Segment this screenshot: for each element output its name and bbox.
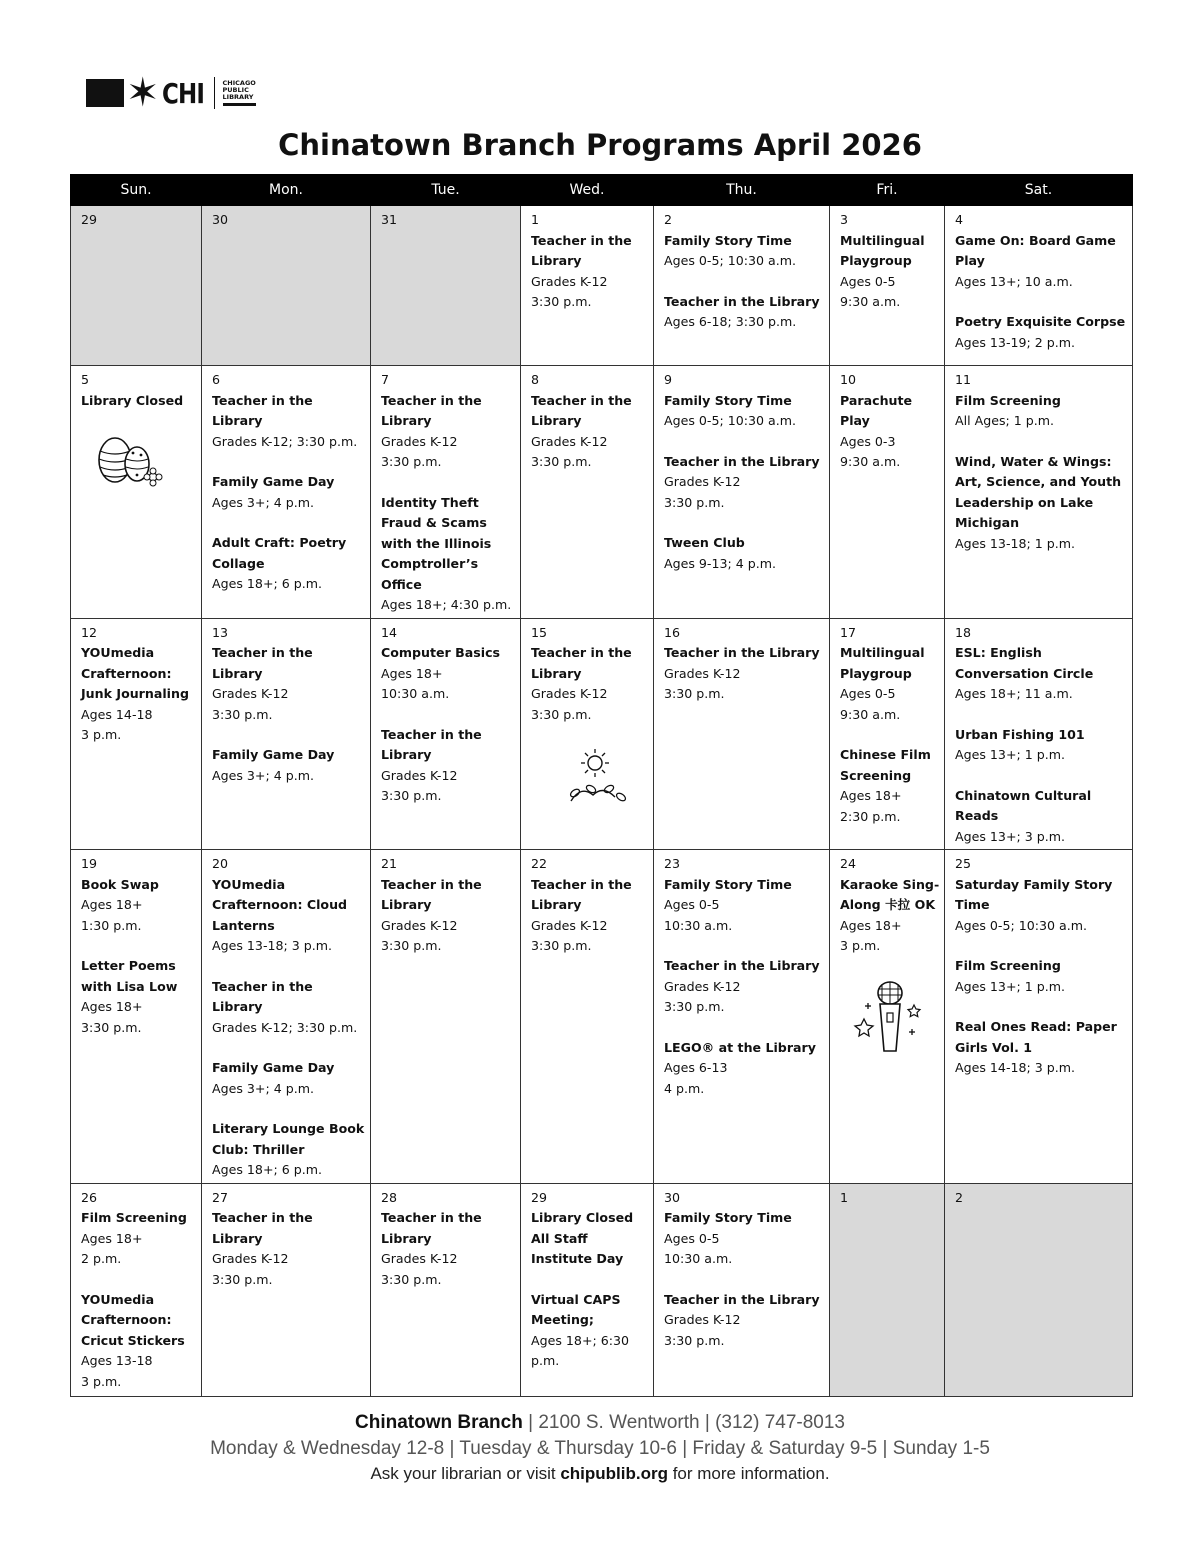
event-item: [664, 1290, 825, 1352]
event-name: Film Screening: [955, 392, 1061, 408]
footer-address-phone: | 2100 S. Wentworth | (312) 747-8013: [522, 1412, 845, 1433]
day-number: 2: [664, 212, 673, 227]
day-number: 10: [840, 372, 857, 387]
event-detail: Ages 3+; 4 p.m.: [212, 1080, 315, 1096]
event-detail: 3:30 p.m.: [381, 1271, 442, 1287]
event-item: [81, 391, 197, 412]
event-item: [531, 643, 649, 725]
day-number: 6: [212, 372, 221, 387]
event-item: [531, 231, 649, 313]
event-name: Teacher in the Library: [531, 232, 632, 268]
event-name: YOUmedia Crafternoon: Junk Journaling: [81, 645, 189, 701]
event-detail: Grades K-12: [381, 433, 458, 449]
event-detail: 3:30 p.m.: [664, 999, 725, 1014]
day-number: 1: [840, 1189, 849, 1205]
day-number: 7: [381, 372, 390, 387]
event-name: Teacher in the Library: [664, 645, 820, 660]
event-detail: Grades K-12: [531, 273, 608, 289]
event-name: Multilingual Playgroup: [840, 232, 925, 268]
event-detail: Ages 3+; 4 p.m.: [212, 494, 315, 510]
day-cell-fri: [830, 366, 945, 619]
event-detail: 10:30 a.m.: [664, 1251, 733, 1266]
day-number: 31: [381, 212, 398, 227]
event-detail: Ages 0-5: [840, 273, 896, 289]
event-detail: Ages 18+: [81, 897, 143, 912]
event-name: Identity Theft Fraud & Scams with the Illinois Comptroller’s Office: [381, 494, 492, 592]
day-number: 23: [664, 856, 681, 871]
event-name: YOUmedia Crafternoon: Cloud Lanterns: [212, 876, 348, 933]
event-item: [955, 452, 1128, 555]
event-name: LEGO® at the Library: [664, 1039, 816, 1055]
footer-hours: Monday & Wednesday 12-8 | Tuesday & Thursday 10-6 | Friday & Saturday 9-5 | Sunday 1-5: [210, 1438, 990, 1459]
day-number: 11: [955, 372, 972, 387]
day-cell-mon: [202, 206, 371, 366]
event-item: [381, 875, 516, 957]
day-number: 5: [81, 372, 90, 387]
event-item: [664, 1208, 825, 1270]
event-name: Family Game Day: [212, 474, 335, 489]
event-item: [381, 1208, 516, 1290]
event-detail: Ages 13-19; 2 p.m.: [955, 334, 1076, 350]
event-item: [531, 1208, 649, 1270]
event-name: Teacher in the Library: [212, 1210, 313, 1246]
microphone-icon: [840, 977, 940, 1064]
day-number: 21: [381, 856, 398, 871]
event-name: Game On: Board Game Play: [955, 232, 1116, 268]
event-name: Teacher in the Library: [381, 392, 482, 428]
event-detail: 3:30 p.m.: [664, 686, 725, 701]
event-detail: 3:30 p.m.: [212, 706, 273, 722]
event-item: [955, 725, 1128, 766]
event-item: [664, 533, 825, 574]
event-item: [955, 1017, 1128, 1079]
weekday-sun: Sun.: [71, 175, 202, 206]
day-number: 16: [664, 624, 681, 640]
event-name: Teacher in the Library: [664, 1291, 820, 1307]
event-item: [531, 391, 649, 473]
event-item: [955, 312, 1128, 353]
event-detail: 3 p.m.: [81, 727, 122, 742]
event-name: Family Story Time: [664, 392, 792, 408]
event-item: [955, 875, 1128, 937]
event-detail: Ages 6-13: [664, 1060, 728, 1075]
event-detail: Grades K-12: [212, 1251, 289, 1266]
event-name: ESL: English Conversation Circle: [955, 645, 1094, 681]
event-item: [840, 875, 940, 957]
day-number: 19: [81, 856, 98, 871]
event-detail: 3:30 p.m.: [531, 454, 592, 469]
event-item: [664, 643, 825, 705]
event-item: [955, 956, 1128, 997]
event-detail: 3:30 p.m.: [531, 938, 592, 953]
event-item: [81, 1208, 197, 1270]
event-name: Teacher in the Library: [664, 453, 820, 469]
event-name: Teacher in the Library: [664, 958, 820, 973]
event-detail: Ages 9-13; 4 p.m.: [664, 555, 777, 571]
event-name: Poetry Exquisite Corpse: [955, 314, 1126, 329]
event-detail: Ages 18+; 6:30 p.m.: [531, 1332, 630, 1368]
event-detail: 10:30 a.m.: [664, 917, 733, 933]
day-cell-sun: [71, 618, 202, 850]
day-number: 4: [955, 212, 964, 227]
event-detail: Grades K-12: [664, 1312, 741, 1327]
event-detail: 2 p.m.: [81, 1251, 122, 1266]
event-detail: Ages 6-18; 3:30 p.m.: [664, 314, 797, 329]
event-item: [840, 391, 940, 473]
footer-branch-line: [0, 1410, 1200, 1436]
event-detail: Ages 13+; 1 p.m.: [955, 978, 1066, 994]
event-item: [955, 391, 1128, 432]
logo-bar: [86, 79, 124, 107]
day-cell-tue: [371, 206, 521, 366]
event-name: Teacher in the Library: [212, 978, 313, 1014]
day-cell-tue: [371, 618, 521, 850]
event-detail: Grades K-12: [381, 767, 458, 783]
day-cell-thu: [654, 618, 830, 850]
day-cell-thu: [654, 850, 830, 1184]
event-detail: 3:30 p.m.: [381, 938, 442, 953]
event-name: Teacher in the Library: [664, 293, 820, 309]
event-item: [381, 725, 516, 807]
event-name: Saturday Family Story Time: [955, 876, 1113, 912]
event-item: [212, 977, 366, 1039]
event-item: [955, 231, 1128, 293]
day-number: 18: [955, 624, 972, 640]
event-detail: Ages 0-5: [664, 897, 720, 912]
day-cell-mon: [202, 1183, 371, 1396]
footer-info-line: Ask your librarian or visit chipublib.org for more information.: [370, 1464, 830, 1483]
day-cell-fri: [830, 1183, 945, 1396]
event-name: Library Closed All Staff Institute Day: [531, 1210, 634, 1266]
event-detail: Grades K-12; 3:30 p.m.: [212, 433, 358, 449]
event-detail: Ages 18+; 4:30 p.m.: [381, 597, 512, 612]
event-detail: All Ages; 1 p.m.: [955, 413, 1055, 428]
day-cell-sat: [945, 1183, 1133, 1396]
event-detail: Ages 18+: [81, 1230, 143, 1246]
calendar-grid: [70, 174, 1133, 1397]
event-item: [212, 1119, 366, 1181]
event-name: Virtual CAPS Meeting;: [531, 1291, 621, 1327]
week-row: [71, 366, 1133, 619]
day-cell-fri: [830, 850, 945, 1184]
event-item: [381, 643, 516, 705]
event-detail: Ages 13+; 1 p.m.: [955, 747, 1066, 762]
event-name: Family Story Time: [664, 232, 792, 248]
weekday-tue: Tue.: [371, 175, 521, 206]
event-item: [840, 643, 940, 725]
event-name: Multilingual Playgroup: [840, 645, 925, 681]
day-cell-tue: [371, 850, 521, 1184]
event-detail: Ages 14-18; 3 p.m.: [955, 1060, 1076, 1075]
event-item: [955, 786, 1128, 848]
day-number: 26: [81, 1189, 98, 1205]
event-detail: Grades K-12: [664, 474, 741, 489]
event-name: Wind, Water & Wings: Art, Science, and Youth Leadership on Lake Michigan: [955, 453, 1122, 530]
day-number: 29: [531, 1189, 548, 1205]
event-detail: 9:30 a.m.: [840, 454, 901, 469]
event-detail: Ages 13-18; 1 p.m.: [955, 535, 1076, 551]
day-cell-tue: [371, 366, 521, 619]
logo-divider: [214, 77, 215, 109]
event-item: [664, 231, 825, 272]
week-row: [71, 618, 1133, 850]
event-detail: 3:30 p.m.: [664, 1332, 725, 1348]
footer: [0, 1410, 1200, 1486]
event-name: Tween Club: [664, 535, 745, 550]
day-cell-sun: [71, 206, 202, 366]
event-detail: Ages 0-5; 10:30 a.m.: [664, 413, 797, 428]
event-item: [381, 493, 516, 616]
event-detail: Ages 3+; 4 p.m.: [212, 767, 315, 783]
event-detail: Grades K-12; 3:30 p.m.: [212, 1019, 358, 1035]
event-item: [531, 875, 649, 957]
event-item: [664, 875, 825, 937]
event-detail: 3:30 p.m.: [531, 706, 592, 722]
day-number: 8: [531, 372, 540, 387]
event-item: [81, 875, 197, 937]
event-detail: Ages 13+; 3 p.m.: [955, 828, 1066, 844]
event-name: Real Ones Read: Paper Girls Vol. 1: [955, 1019, 1117, 1055]
event-detail: Ages 0-3: [840, 433, 896, 449]
day-cell-thu: [654, 206, 830, 366]
event-name: Teacher in the Library: [381, 1210, 482, 1246]
week-row: [71, 1183, 1133, 1396]
event-detail: Ages 18+: [81, 999, 143, 1014]
event-name: Adult Craft: Poetry Collage: [212, 535, 347, 571]
day-cell-mon: [202, 618, 371, 850]
day-number: 25: [955, 856, 972, 871]
event-name: Teacher in the Library: [212, 392, 313, 428]
event-detail: 3:30 p.m.: [381, 454, 442, 469]
event-detail: Ages 13-18: [81, 1353, 153, 1368]
page-title: Chinatown Branch Programs April 2026: [278, 128, 922, 162]
event-detail: Ages 18+; 6 p.m.: [212, 1162, 323, 1177]
day-cell-tue: [371, 1183, 521, 1396]
day-number: 27: [212, 1189, 229, 1205]
event-detail: 9:30 a.m.: [840, 706, 901, 722]
event-detail: Grades K-12: [664, 978, 741, 994]
weekday-thu: Thu.: [654, 175, 830, 206]
day-number: 9: [664, 372, 673, 387]
event-item: [81, 956, 197, 1038]
calendar-body: [71, 206, 1133, 1397]
event-detail: 3:30 p.m.: [381, 788, 442, 803]
event-detail: Grades K-12: [664, 665, 741, 681]
week-row: [71, 206, 1133, 366]
day-cell-sat: [945, 850, 1133, 1184]
day-cell-wed: [521, 366, 654, 619]
easter-eggs-icon: [81, 431, 197, 494]
event-name: Film Screening: [81, 1210, 187, 1225]
footer-website-link[interactable]: chipublib.org: [560, 1464, 668, 1483]
event-item: [212, 643, 366, 725]
event-detail: Ages 0-5: [840, 686, 896, 701]
event-detail: 3 p.m.: [840, 938, 881, 953]
event-name: Chinese Film Screening: [840, 747, 931, 783]
event-name: Urban Fishing 101: [955, 726, 1085, 742]
day-cell-sat: [945, 618, 1133, 850]
day-number: 13: [212, 624, 229, 640]
event-detail: 10:30 a.m.: [381, 686, 450, 701]
event-item: [212, 391, 366, 453]
day-cell-mon: [202, 850, 371, 1184]
event-detail: 4 p.m.: [664, 1080, 705, 1096]
day-number: 20: [212, 856, 229, 871]
event-item: [955, 643, 1128, 705]
event-detail: Ages 0-5: [664, 1230, 720, 1246]
event-detail: Ages 0-5; 10:30 a.m.: [664, 253, 797, 268]
event-name: Family Game Day: [212, 1060, 335, 1075]
event-item: [664, 292, 825, 333]
event-item: [212, 1058, 366, 1099]
event-detail: 2:30 p.m.: [840, 808, 901, 824]
event-item: [212, 1208, 366, 1290]
event-detail: Ages 13-18; 3 p.m.: [212, 938, 333, 953]
weekday-wed: Wed.: [521, 175, 654, 206]
star-icon: ✶: [126, 70, 160, 116]
day-cell-fri: [830, 618, 945, 850]
day-number: 22: [531, 856, 548, 871]
event-item: [81, 1290, 197, 1393]
logo-wordmark: CHI: [161, 76, 204, 110]
event-detail: Grades K-12: [531, 917, 608, 933]
logo-library-name: CHICAGO PUBLIC LIBRARY: [223, 80, 256, 106]
event-item: [381, 391, 516, 473]
event-item: [840, 231, 940, 313]
event-name: Film Screening: [955, 958, 1061, 973]
event-item: [212, 472, 366, 513]
day-number: 12: [81, 624, 98, 640]
event-detail: 9:30 a.m.: [840, 294, 901, 309]
day-cell-sat: [945, 366, 1133, 619]
day-cell-sun: [71, 366, 202, 619]
event-item: [212, 533, 366, 595]
event-detail: Ages 18+; 11 a.m.: [955, 686, 1073, 701]
event-item: [664, 391, 825, 432]
day-cell-mon: [202, 366, 371, 619]
event-name: Family Game Day: [212, 747, 335, 762]
event-name: YOUmedia Crafternoon: Cricut Stickers: [81, 1291, 185, 1348]
event-name: Literary Lounge Book Club: Thriller: [212, 1121, 365, 1157]
day-number: 30: [212, 212, 229, 227]
event-name: Computer Basics: [381, 645, 501, 660]
event-detail: Grades K-12: [381, 917, 458, 933]
event-name: Teacher in the Library: [212, 645, 313, 681]
event-name: Karaoke Sing-Along 卡拉 OK: [840, 876, 940, 912]
event-name: Family Story Time: [664, 876, 792, 892]
day-number: 3: [840, 212, 849, 227]
day-number: 14: [381, 624, 398, 640]
event-name: Chinatown Cultural Reads: [955, 787, 1092, 823]
day-cell-sun: [71, 1183, 202, 1396]
event-name: Teacher in the Library: [531, 392, 632, 428]
event-detail: 3 p.m.: [81, 1373, 122, 1389]
event-name: Letter Poems with Lisa Low: [81, 958, 178, 994]
event-detail: Grades K-12: [381, 1251, 458, 1266]
event-detail: Ages 18+: [840, 788, 902, 803]
day-number: 30: [664, 1189, 681, 1205]
event-name: Family Story Time: [664, 1210, 792, 1225]
event-item: [664, 956, 825, 1018]
event-name: Teacher in the Library: [531, 876, 632, 912]
event-name: Teacher in the Library: [381, 726, 482, 762]
day-number: 17: [840, 624, 857, 640]
day-number: 24: [840, 856, 857, 871]
event-name: Library Closed: [81, 392, 184, 408]
day-number: 28: [381, 1189, 398, 1205]
day-cell-sun: [71, 850, 202, 1184]
event-item: [212, 745, 366, 786]
day-cell-fri: [830, 206, 945, 366]
spring-sun-sprouts-icon: [531, 745, 649, 816]
event-detail: Grades K-12: [531, 433, 608, 449]
day-cell-sat: [945, 206, 1133, 366]
footer-branch-name: Chinatown Branch: [355, 1412, 523, 1433]
day-cell-wed: [521, 206, 654, 366]
event-item: [664, 1038, 825, 1100]
event-name: Teacher in the Library: [381, 876, 482, 912]
event-detail: Ages 18+: [381, 665, 443, 681]
weekday-fri: Fri.: [830, 175, 945, 206]
event-detail: Ages 18+: [840, 917, 902, 933]
event-detail: 3:30 p.m.: [81, 1019, 142, 1035]
day-number: 29: [81, 212, 98, 227]
day-cell-wed: [521, 1183, 654, 1396]
event-item: [664, 452, 825, 514]
event-name: Parachute Play: [840, 392, 913, 428]
event-item: [212, 875, 366, 957]
event-detail: Ages 13+; 10 a.m.: [955, 273, 1073, 289]
weekday-sat: Sat.: [945, 175, 1133, 206]
weekday-header-row: [71, 175, 1133, 206]
event-name: Book Swap: [81, 876, 159, 892]
event-detail: Ages 14-18: [81, 706, 153, 722]
event-detail: 3:30 p.m.: [212, 1271, 273, 1287]
event-detail: Grades K-12: [212, 686, 289, 701]
event-item: [531, 1290, 649, 1372]
event-detail: 3:30 p.m.: [664, 494, 725, 510]
event-detail: Grades K-12: [531, 686, 608, 701]
event-detail: Ages 18+; 6 p.m.: [212, 576, 323, 591]
day-number: 1: [531, 212, 540, 227]
event-detail: 3:30 p.m.: [531, 294, 592, 309]
weekday-mon: Mon.: [202, 175, 371, 206]
day-cell-thu: [654, 366, 830, 619]
day-cell-wed: [521, 850, 654, 1184]
week-row: [71, 850, 1133, 1184]
event-name: Teacher in the Library: [531, 645, 632, 681]
day-cell-thu: [654, 1183, 830, 1396]
event-detail: Ages 0-5; 10:30 a.m.: [955, 917, 1088, 933]
day-number: 2: [955, 1189, 964, 1205]
event-item: [840, 745, 940, 827]
day-cell-wed: [521, 618, 654, 850]
day-number: 15: [531, 624, 548, 640]
event-detail: 1:30 p.m.: [81, 917, 142, 933]
event-item: [81, 643, 197, 746]
chicago-public-library-logo: [86, 72, 256, 114]
